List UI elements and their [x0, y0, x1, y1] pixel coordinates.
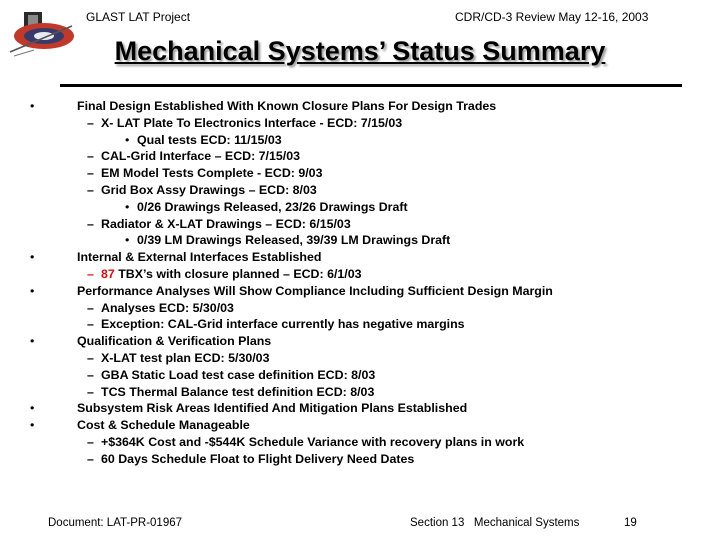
sub-item: – EM Model Tests Complete - ECD: 9/03	[87, 166, 323, 181]
sub-item: – Exception: CAL-Grid interface currently has negative margins	[87, 317, 465, 332]
sub-item: – +$364K Cost and -$544K Schedule Variance with recovery plans in work	[87, 434, 525, 449]
bullet-item: • Cost & Schedule Manageable	[30, 418, 250, 433]
sub-item: – CAL-Grid Interface – ECD: 7/15/03	[87, 149, 301, 164]
sub-item: – X-LAT test plan ECD: 5/30/03	[87, 350, 270, 365]
sub-item: – TCS Thermal Balance test definition ECD: 8/03	[87, 384, 375, 399]
sub-item: – GBA Static Load test case definition ECD: 8/03	[87, 367, 376, 382]
project-name: GLAST LAT Project	[86, 10, 191, 24]
bullet-item: • Qualification & Verification Plans	[30, 334, 272, 349]
sub-item: – 87 TBX’s with closure planned – ECD: 6/1/03	[87, 266, 362, 281]
bullet-item: • Subsystem Risk Areas Identified And Mitigation Plans Established	[30, 401, 468, 416]
document-number: Document: LAT-PR-01967	[48, 517, 183, 529]
page-number: 19	[624, 517, 637, 529]
slide-title: Mechanical Systems’ Status Summary	[114, 36, 606, 66]
section-label: Section 13 Mechanical Systems	[410, 517, 580, 529]
bullet-item: • Final Design Established With Known Closure Plans For Design Trades	[30, 99, 497, 113]
title-divider	[60, 84, 682, 87]
bullet-item: • Performance Analyses Will Show Compliance Including Sufficient Design Margin	[30, 283, 553, 298]
sub-item: – 60 Days Schedule Float to Flight Delivery Need Dates	[87, 451, 415, 466]
sub-item: – Analyses ECD: 5/30/03	[87, 300, 234, 315]
bullet-item: • Internal & External Interfaces Established	[30, 250, 322, 265]
review-date: CDR/CD-3 Review May 12-16, 2003	[455, 10, 649, 24]
tbx-count: 87	[101, 266, 115, 281]
sub-sub-item: • Qual tests ECD: 11/15/03	[125, 132, 282, 147]
sub-item: – Grid Box Assy Drawings – ECD: 8/03	[87, 182, 317, 197]
sub-item: – Radiator & X-LAT Drawings – ECD: 6/15/03	[87, 216, 351, 231]
sub-sub-item: • 0/39 LM Drawings Released, 39/39 LM Drawings Draft	[125, 233, 451, 248]
sub-sub-item: • 0/26 Drawings Released, 23/26 Drawings Draft	[125, 199, 408, 214]
sub-item: – X- LAT Plate To Electronics Interface - ECD: 7/15/03	[87, 115, 403, 130]
bullet-list	[30, 98, 710, 468]
